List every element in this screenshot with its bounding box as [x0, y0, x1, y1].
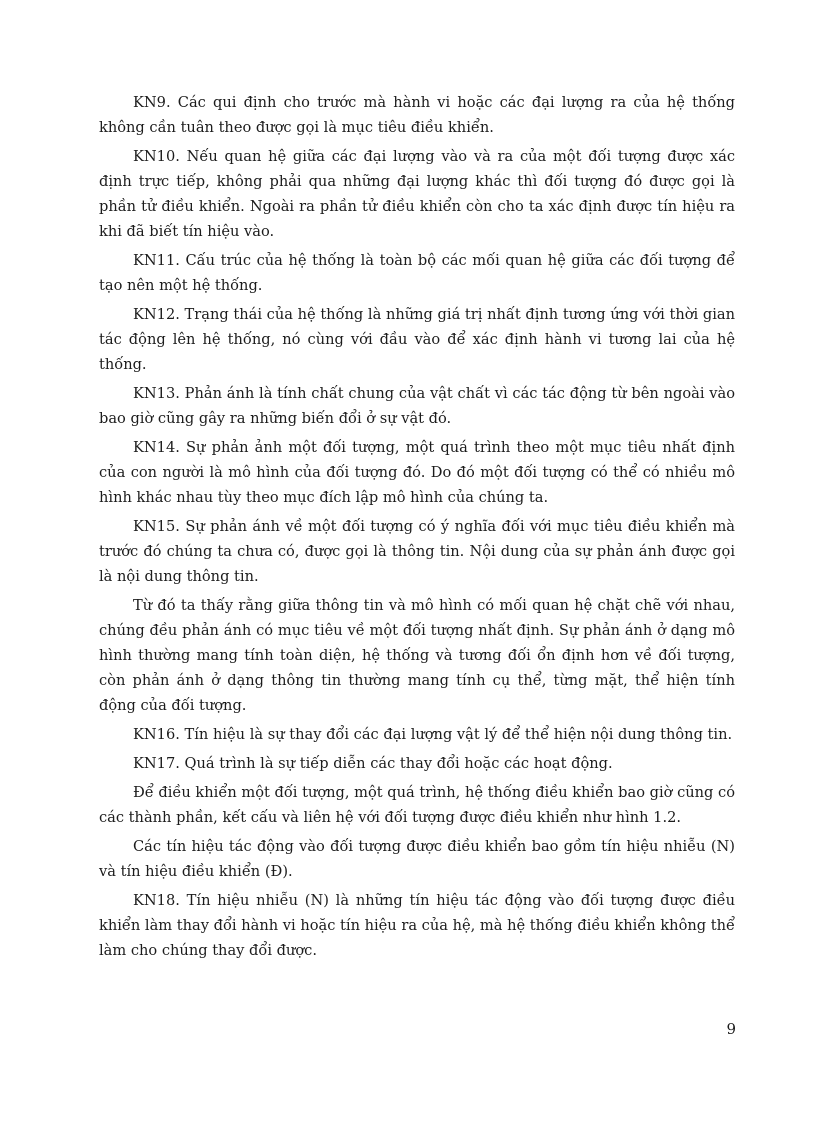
paragraph-kn15: KN15. Sự phản ánh về một đối tượng có ý nghĩa đối với mục tiêu điều khiển mà trước đó chúng ta chưa có, được gọi là thông tin. Nội dung của sự phản ánh được gọi là nội dung thông tin. — [99, 518, 735, 585]
paragraph-kn18: KN18. Tín hiệu nhiễu (N) là những tín hiệu tác động vào đối tượng được điều khiển làm thay đổi hành vi hoặc tín hiệu ra của hệ, mà hệ thống điều khiển không thể làm cho chúng thay đổi được. — [99, 892, 735, 959]
paragraph-input-signals: Các tín hiệu tác động vào đối tượng được điều khiển bao gồm tín hiệu nhiễu (N) và tín hiệu điều khiển (Đ). — [99, 838, 735, 880]
page-body — [99, 90, 735, 967]
paragraph-information-model: Từ đó ta thấy rằng giữa thông tin và mô hình có mối quan hệ chặt chẽ với nhau, chúng đều phản ánh có mục tiêu về một đối tượng nhất định. Sự phản ánh ở dạng mô hình thường mang tính toàn diện, hệ thống và tương đối ổn định hơn về đối tượng, còn phản ánh ở dạng thông tin thường mang tính cụ thể, từng mặt, thể hiện tính động của đối tượng. — [99, 597, 735, 714]
page-number: 9 — [726, 1020, 736, 1038]
paragraph-control-system: Để điều khiển một đối tượng, một quá trình, hệ thống điều khiển bao giờ cũng có các thành phần, kết cấu và liên hệ với đối tượng được điều khiển như hình 1.2. — [99, 784, 735, 826]
paragraph-kn11: KN11. Cấu trúc của hệ thống là toàn bộ các mối quan hệ giữa các đối tượng để tạo nên một hệ thống. — [99, 252, 735, 294]
paragraph-kn13: KN13. Phản ánh là tính chất chung của vật chất vì các tác động từ bên ngoài vào bao giờ cũng gây ra những biến đổi ở sự vật đó. — [99, 385, 735, 427]
paragraph-kn12: KN12. Trạng thái của hệ thống là những giá trị nhất định tương ứng với thời gian tác động lên hệ thống, nó cùng với đầu vào để xác định hành vi tương lai của hệ thống. — [99, 306, 735, 373]
paragraph-kn9: KN9. Các qui định cho trước mà hành vi hoặc các đại lượng ra của hệ thống không cần tuân theo được gọi là mục tiêu điều khiển. — [99, 94, 735, 136]
paragraph-kn16: KN16. Tín hiệu là sự thay đổi các đại lượng vật lý để thể hiện nội dung thông tin. — [133, 726, 733, 743]
paragraph-kn10: KN10. Nếu quan hệ giữa các đại lượng vào và ra của một đối tượng được xác định trực tiếp, không phải qua những đại lượng khác thì đối tượng đó được gọi là phần tử điều khiển. Ngoài ra phần tử điều khiển còn cho ta xác định được tín hiệu ra khi đã biết tín hiệu vào. — [99, 148, 735, 240]
paragraph-kn17: KN17. Quá trình là sự tiếp diễn các thay đổi hoặc các hoạt động. — [133, 755, 613, 772]
paragraph-kn14: KN14. Sự phản ảnh một đối tượng, một quá trình theo một mục tiêu nhất định của con người là mô hình của đối tượng đó. Do đó một đối tượng có thể có nhiều mô hình khác nhau tùy theo mục đích lập mô hình của chúng ta. — [99, 439, 735, 506]
